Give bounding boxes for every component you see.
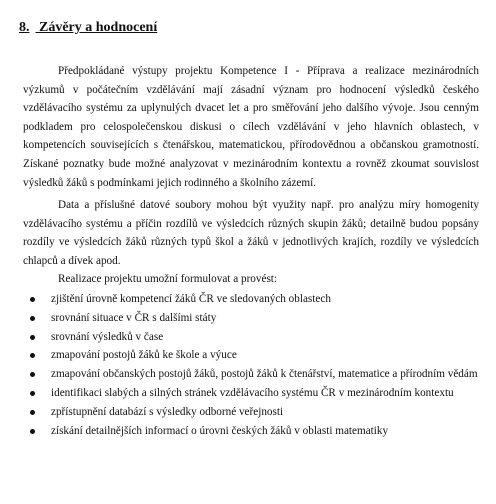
paragraph-line: rozdíly ve výsledcích žáků různých typů škol a žáků v jednotlivých krajích, rozdíly ve výsledcích [23, 236, 479, 249]
paragraph-line: výsledků žáků s podmínkami jejich rodinného a školního zázemí. [23, 176, 316, 189]
list-item [29, 309, 479, 328]
list-item-text: zmapování postojů žáků ke škole a výuce [51, 349, 237, 362]
bullet-icon [30, 316, 35, 321]
section-heading [19, 20, 157, 36]
section-title: Závěry a hodnocení [39, 20, 158, 35]
paragraph-line: Předpokládané výstupy projektu Kompetence I - Příprava a realizace mezinárodních [58, 65, 479, 77]
bullet-icon [30, 429, 35, 434]
list-item-text: zpřístupnění databází s výsledky odborné veřejnosti [51, 405, 284, 418]
paragraph-line: kompetencích souvisejících s čtenářskou, matematickou, přírodovědnou a občanskou gramotností. [23, 139, 479, 152]
list-item [29, 365, 479, 384]
paragraph-line: Data a příslušné datové soubory mohou být využity např. pro analýzu míry homogenity [58, 199, 479, 211]
paragraph-line: podkladem pro celospolečenskou diskusi o cílech vzdělávání v jeho hlavních oblastech, v [23, 120, 479, 133]
paragraph-expected-outputs [23, 62, 479, 192]
outcomes-bullet-list [29, 290, 479, 440]
bullet-icon [30, 372, 35, 377]
paragraph-line: vzdělávacího systému a příčin rozdílů ve výsledcích různých skupin žáků; detailně budou popsány [23, 217, 479, 230]
list-item [29, 403, 479, 422]
paragraph-line: Získané poznatky bude možné analyzovat v mezinárodním kontextu a rovněž zkoumat souvislost [23, 157, 479, 170]
list-item [29, 422, 479, 441]
list-item-text: srovnání situace v ČR s dalšími státy [51, 311, 217, 324]
list-item [29, 384, 479, 403]
paragraph-line: chlapců a dívek apod. [23, 254, 121, 267]
list-item-text: srovnání výsledků v čase [51, 330, 164, 343]
bullet-icon [30, 297, 35, 302]
bullet-icon [30, 410, 35, 415]
paragraph-data-usage [23, 196, 479, 270]
bullet-icon [30, 335, 35, 340]
paragraph-realization [23, 270, 479, 289]
list-item-text: identifikaci slabých a silných stránek vzdělávacího systému ČR v mezinárodním kontextu [51, 386, 454, 399]
bullet-icon [30, 391, 35, 396]
bullet-icon [30, 353, 35, 358]
section-number: 8. [19, 20, 30, 35]
paragraph-line: Realizace projektu umožní formulovat a provést: [58, 273, 278, 285]
list-item [29, 346, 479, 365]
paragraph-line: vzdělávacího systému za uplynulých dvacet let a pro směřování jeho dalšího vývoje. Jsou cenným [23, 102, 479, 115]
paragraph-line: výzkumů v počátečním vzdělávání mají zásadní význam pro hodnocení výsledků českého [23, 83, 479, 96]
list-item [29, 290, 479, 309]
list-item-text: zjištění úrovně kompetencí žáků ČR ve sledovaných oblastech [51, 293, 331, 305]
list-item [29, 328, 479, 347]
list-item-text: získání detailnějších informací o úrovni českých žáků v oblasti matematiky [51, 424, 389, 437]
list-item-text: zmapování občanských postojů žáků, postojů žáků k čtenářství, matematice a přírodním vědám [51, 368, 478, 381]
